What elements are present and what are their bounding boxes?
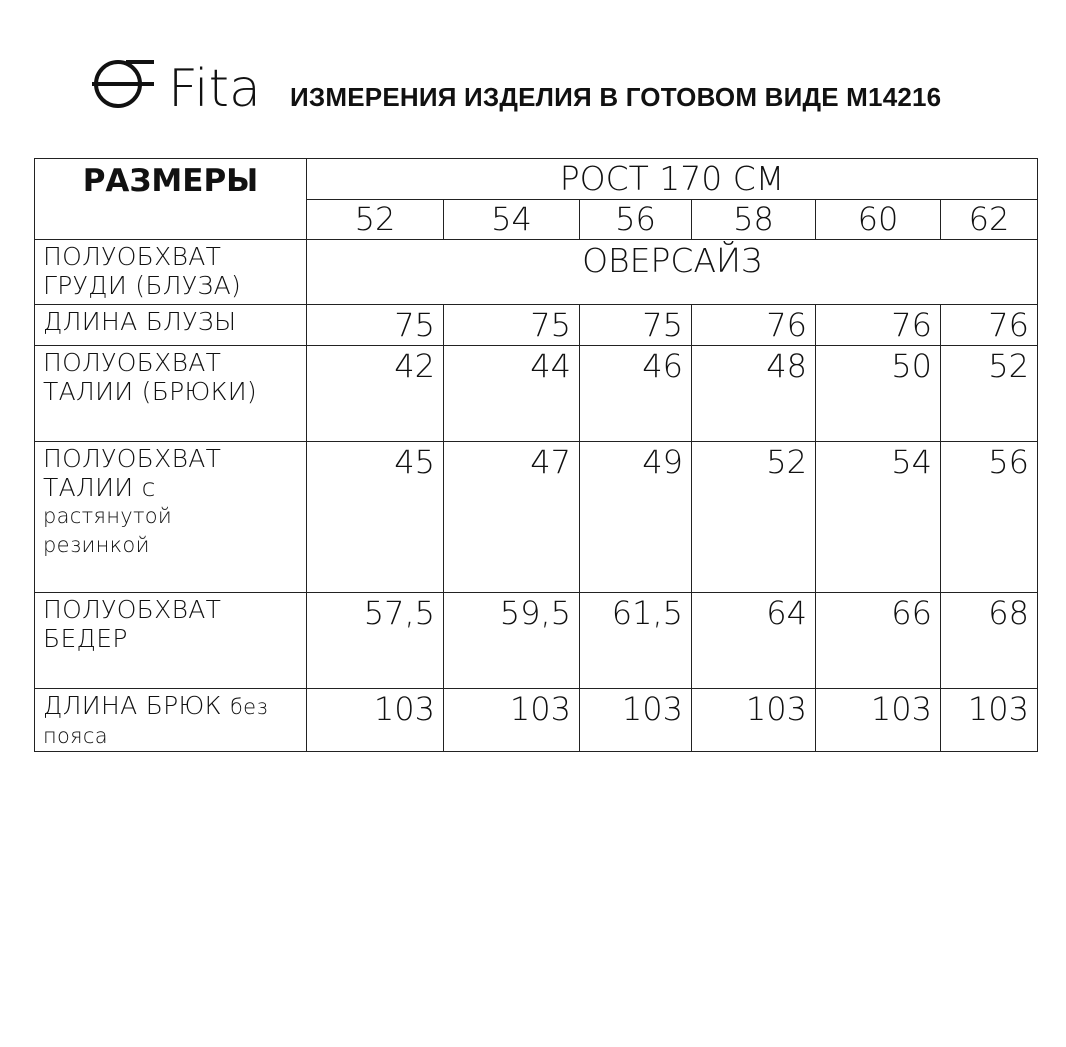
size-table [34, 158, 1038, 752]
table-cell: 56 [941, 442, 1038, 593]
table-cell: 50 [816, 346, 941, 442]
row-label-blouse-length: ДЛИНА БЛУЗЫ [35, 305, 307, 346]
table-cell: 52 [692, 442, 816, 593]
height-header: РОСТ 170 СМ [307, 159, 1038, 200]
size-col-header: 62 [941, 200, 1038, 240]
table-cell: 48 [692, 346, 816, 442]
table-cell: 46 [580, 346, 692, 442]
row-label-hips: ПОЛУОБХВАТ БЕДЕР [35, 593, 307, 689]
oversize-value: ОВЕРСАЙЗ [307, 240, 1038, 305]
sizes-header: РАЗМЕРЫ [35, 159, 307, 240]
table-cell: 103 [580, 689, 692, 752]
table-row [35, 593, 1038, 689]
table-cell: 68 [941, 593, 1038, 689]
row-label-trouser-length: ДЛИНА БРЮК без пояса [35, 689, 307, 752]
table-row [35, 442, 1038, 593]
row-label-waist-stretched: ПОЛУОБХВАТ ТАЛИИ с растянутой резинкой [35, 442, 307, 593]
size-col-header: 56 [580, 200, 692, 240]
table-cell: 52 [941, 346, 1038, 442]
table-cell: 54 [816, 442, 941, 593]
table-cell: 75 [307, 305, 444, 346]
table-cell: 49 [580, 442, 692, 593]
table-row [35, 689, 1038, 752]
table-cell: 103 [692, 689, 816, 752]
table-cell: 75 [444, 305, 580, 346]
table-cell: 76 [692, 305, 816, 346]
size-col-header: 60 [816, 200, 941, 240]
table-row [35, 346, 1038, 442]
table-cell: 61,5 [580, 593, 692, 689]
size-col-header: 58 [692, 200, 816, 240]
table-cell: 57,5 [307, 593, 444, 689]
page-title: ИЗМЕРЕНИЯ ИЗДЕЛИЯ В ГОТОВОМ ВИДЕ М14216 [290, 82, 942, 112]
table-cell: 66 [816, 593, 941, 689]
table-cell: 64 [692, 593, 816, 689]
table-cell: 44 [444, 346, 580, 442]
table-cell: 103 [816, 689, 941, 752]
size-col-header: 54 [444, 200, 580, 240]
table-cell: 47 [444, 442, 580, 593]
table-cell: 59,5 [444, 593, 580, 689]
table-cell: 42 [307, 346, 444, 442]
table-cell: 103 [307, 689, 444, 752]
table-cell: 75 [580, 305, 692, 346]
table-cell: 45 [307, 442, 444, 593]
brand-name: Fita [168, 59, 261, 112]
table-cell: 76 [941, 305, 1038, 346]
size-col-header: 52 [307, 200, 444, 240]
fita-logo-icon [92, 52, 270, 112]
row-label-chest: ПОЛУОБХВАТ ГРУДИ (БЛУЗА) [35, 240, 307, 305]
row-label-waist: ПОЛУОБХВАТ ТАЛИИ (БРЮКИ) [35, 346, 307, 442]
brand-logo [92, 52, 270, 112]
table-row [35, 240, 1038, 305]
table-row [35, 305, 1038, 346]
table-cell: 103 [444, 689, 580, 752]
table-cell: 103 [941, 689, 1038, 752]
table-cell: 76 [816, 305, 941, 346]
